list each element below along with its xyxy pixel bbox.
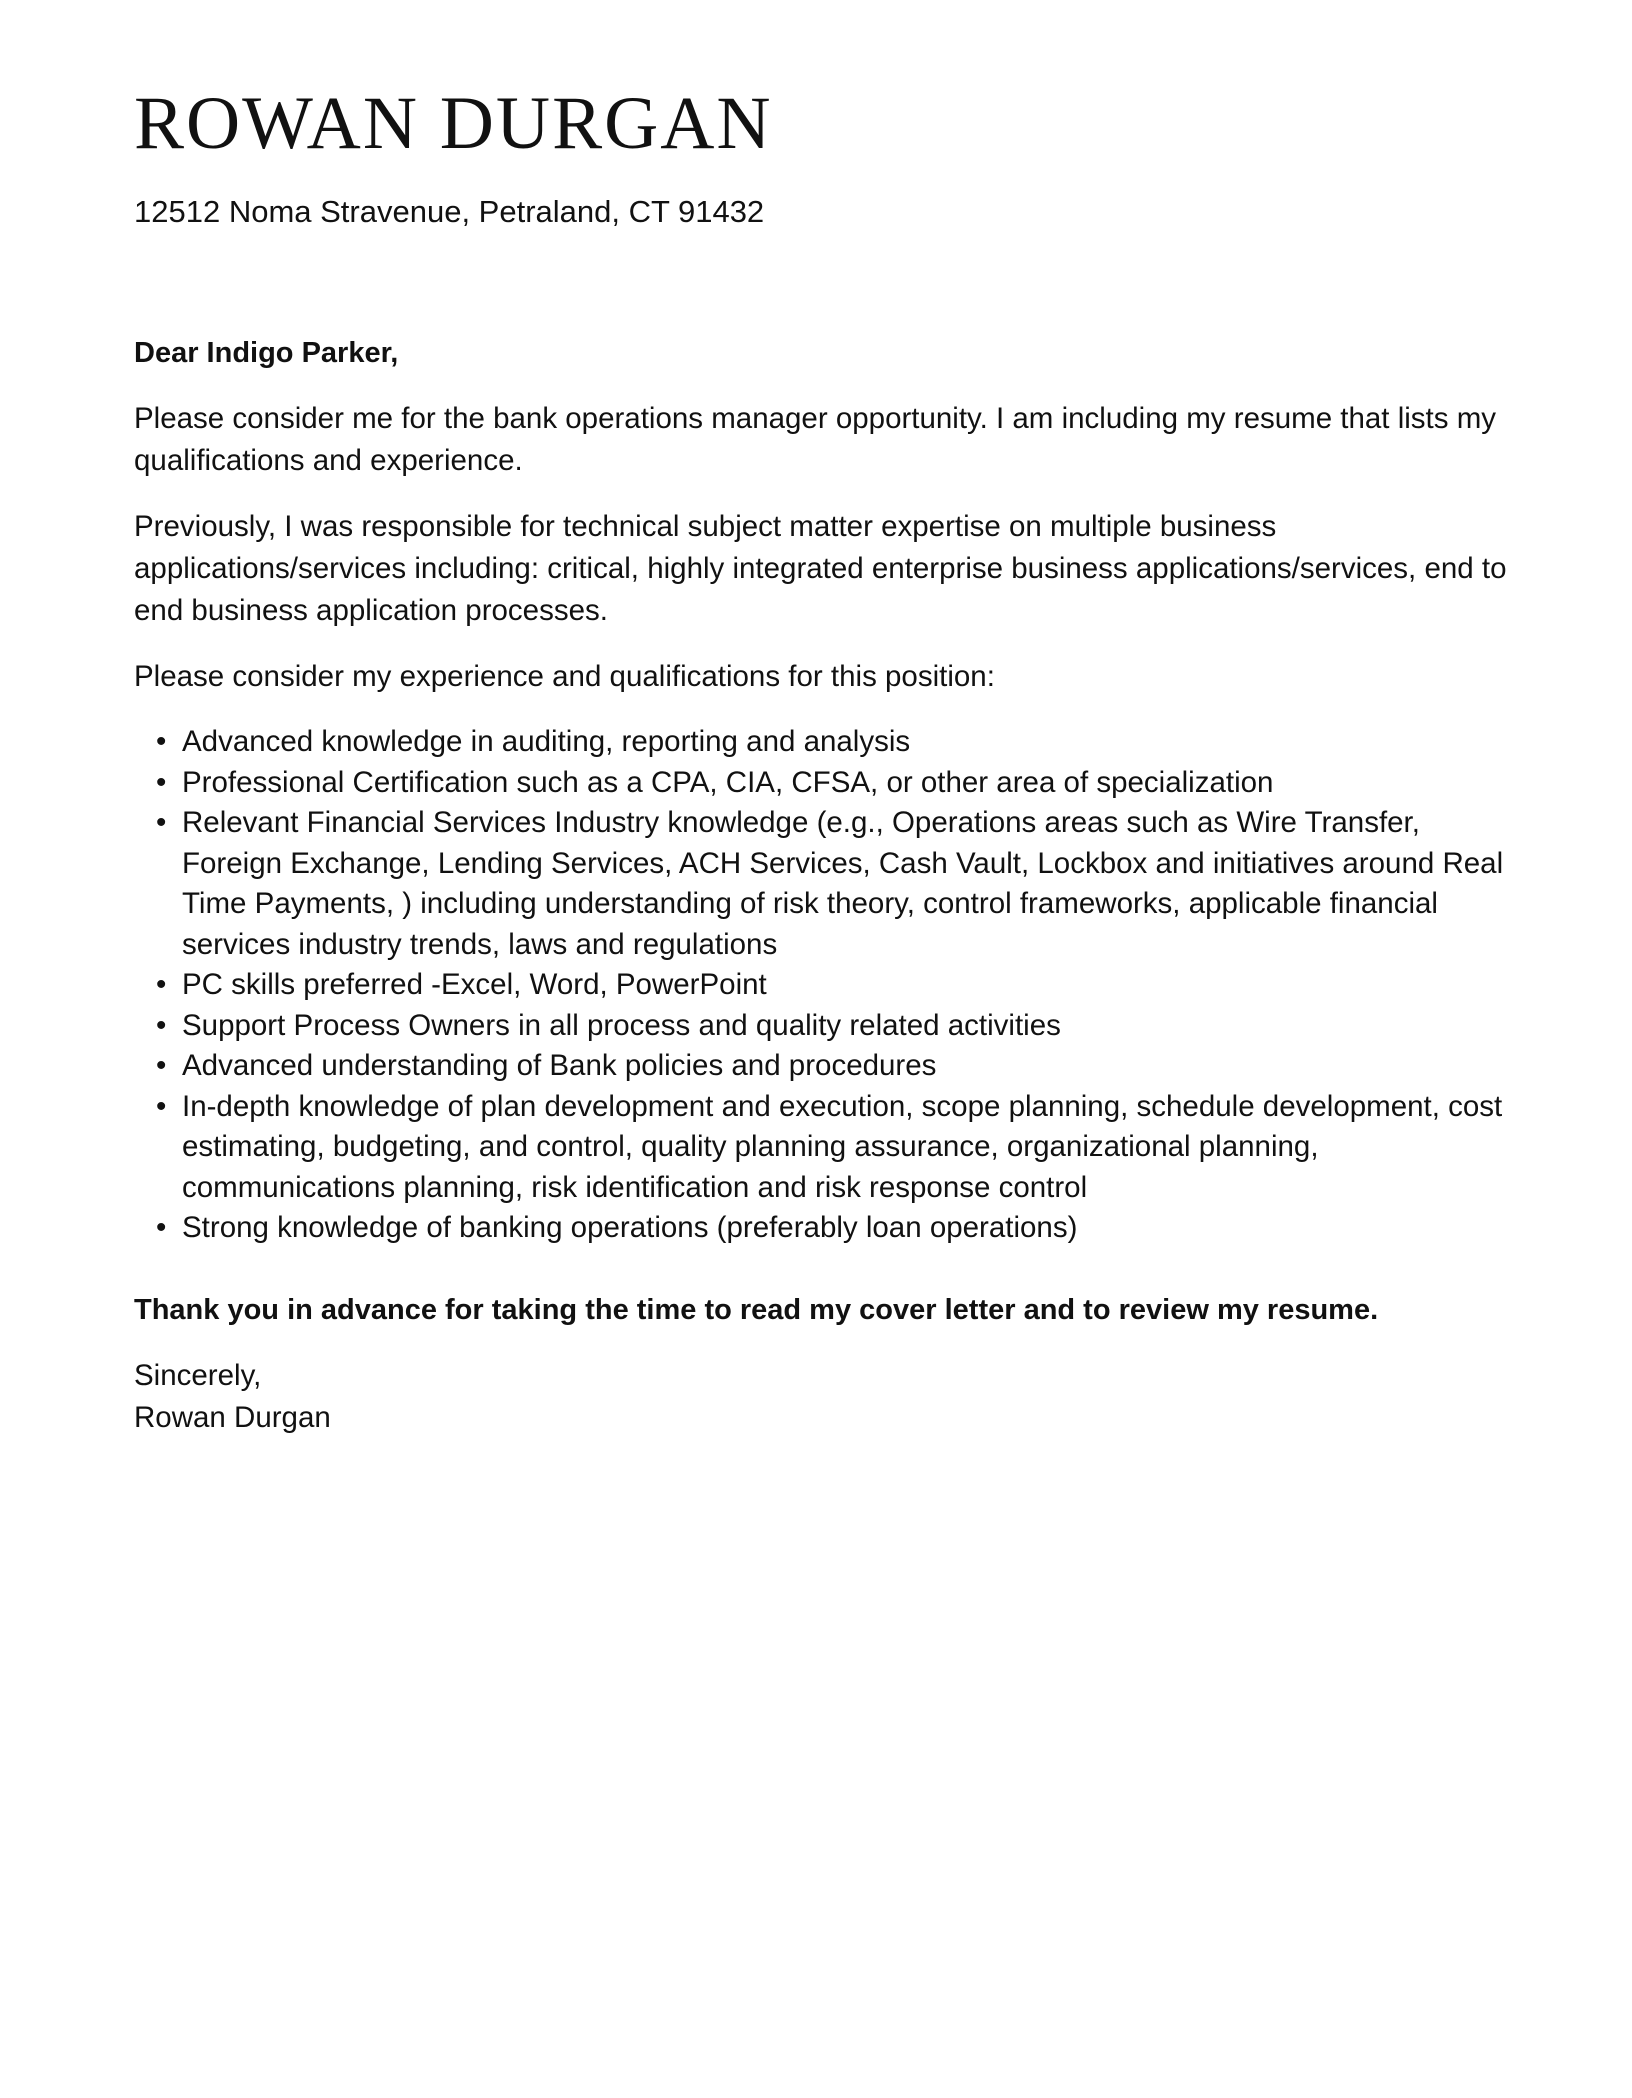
list-item-text: Relevant Financial Services Industry knowledge (e.g., Operations areas such as Wire Transfer, Foreign Exchange, Lending Services, ACH Services, Cash Vault, Lockbox and initiatives around Real Time Payments, ) including understanding of risk theory, control frameworks, applicable financial services industry trends, laws and regulations <box>182 806 1504 961</box>
applicant-name: ROWAN DURGAN <box>134 82 773 165</box>
qualifications-intro: Please consider my experience and qualifications for this position: <box>134 660 995 693</box>
bullet-icon: • <box>156 1008 167 1042</box>
signature-name: Rowan Durgan <box>134 1400 331 1434</box>
list-item <box>156 803 1514 965</box>
list-item-text: Strong knowledge of banking operations (preferably loan operations) <box>182 1211 1078 1244</box>
list-item-text: Professional Certification such as a CPA, CIA, CFSA, or other area of specialization <box>182 765 1274 799</box>
closing-statement: Thank you in advance for taking the time to read my cover letter and to review my resume. <box>134 1293 1379 1326</box>
list-item <box>156 763 1514 804</box>
bullet-icon: • <box>156 968 167 1001</box>
bullet-icon: • <box>156 1049 167 1082</box>
list-item <box>156 965 1514 1006</box>
bullet-icon: • <box>156 1089 167 1123</box>
list-item-text: Support Process Owners in all process and quality related activities <box>182 1008 1061 1042</box>
letter-body <box>134 332 1514 1439</box>
signoff: Sincerely, <box>134 1358 262 1392</box>
experience-paragraph: Previously, I was responsible for technical subject matter expertise on multiple business applications/services including: critical, highly integrated enterprise business applications/services, end to end business application processes. <box>134 510 1507 627</box>
list-item <box>156 1006 1514 1047</box>
list-item <box>156 1046 1514 1087</box>
list-item <box>156 1208 1514 1249</box>
bullet-icon: • <box>156 765 167 799</box>
list-item <box>156 1087 1514 1209</box>
bullet-icon: • <box>156 725 167 758</box>
list-item-text: Advanced knowledge in auditing, reporting and analysis <box>182 725 911 758</box>
salutation: Dear Indigo Parker, <box>134 337 399 369</box>
list-item-text: Advanced understanding of Bank policies and procedures <box>182 1049 937 1082</box>
list-item-text: In-depth knowledge of plan development and execution, scope planning, schedule development, cost estimating, budgeting, and control, quality planning assurance, organizational planning, communications planning, risk identification and risk response control <box>182 1089 1503 1204</box>
applicant-address: 12512 Noma Stravenue, Petraland, CT 91432 <box>134 194 765 229</box>
bullet-icon: • <box>156 1211 167 1244</box>
bullet-icon: • <box>156 806 167 839</box>
intro-paragraph: Please consider me for the bank operations manager opportunity. I am including my resume that lists my qualifications and experience. <box>134 402 1497 477</box>
qualifications-list <box>134 722 1514 1249</box>
list-item <box>156 722 1514 763</box>
list-item-text: PC skills preferred -Excel, Word, PowerPoint <box>182 968 767 1001</box>
